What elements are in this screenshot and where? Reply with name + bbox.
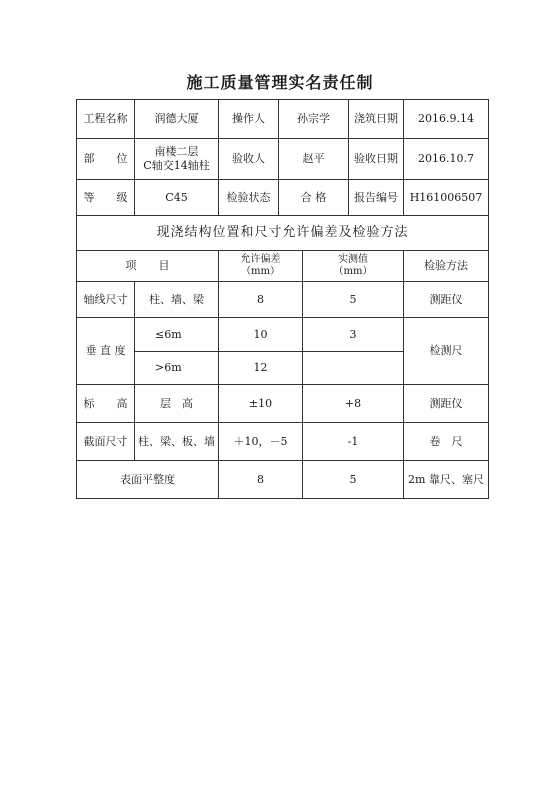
report-label: 报告编号 xyxy=(349,180,404,216)
vertical-measured2 xyxy=(303,352,404,385)
table-row-axis xyxy=(77,282,489,318)
axis-tolerance: 8 xyxy=(219,282,303,318)
project-name-label: 工程名称 xyxy=(77,100,135,139)
info-row-project xyxy=(77,100,489,139)
accept-date-label: 验收日期 xyxy=(349,139,404,180)
col-header-measured-line1: 实测值 xyxy=(338,253,368,265)
axis-method: 测距仪 xyxy=(404,282,489,318)
section-title: 现浇结构位置和尺寸允许偏差及检验方法 xyxy=(77,216,489,251)
vertical-measured1: 3 xyxy=(303,318,404,352)
col-header-tolerance-line1: 允许偏差 xyxy=(240,253,281,265)
acceptor-label: 验收人 xyxy=(219,139,279,180)
flatness-tolerance: 8 xyxy=(219,461,303,499)
section-method: 卷 尺 xyxy=(404,423,489,461)
col-header-tolerance xyxy=(219,251,303,282)
flatness-measured: 5 xyxy=(303,461,404,499)
info-row-position xyxy=(77,139,489,180)
vertical-name: 垂 直 度 xyxy=(77,318,135,385)
section-tolerance: ＋10，－5 xyxy=(219,423,303,461)
section-title-row xyxy=(77,216,489,251)
elevation-tolerance: ±10 xyxy=(219,385,303,423)
vertical-sub2: >6m xyxy=(135,352,219,385)
position-label: 部 位 xyxy=(77,139,135,180)
responsibility-table xyxy=(76,99,489,499)
acceptor-value: 赵平 xyxy=(279,139,349,180)
elevation-sub: 层 高 xyxy=(135,385,219,423)
status-value: 合 格 xyxy=(279,180,349,216)
section-measured: -1 xyxy=(303,423,404,461)
report-value: H161006507 xyxy=(404,180,489,216)
vertical-sub1: ≤6m xyxy=(135,318,219,352)
page-title: 施工质量管理实名责任制 xyxy=(186,73,374,92)
position-value-line1: 南楼二层 xyxy=(154,145,199,159)
col-header-tolerance-line2: （mm） xyxy=(241,266,280,277)
vertical-method: 检测尺 xyxy=(404,318,489,385)
axis-measured: 5 xyxy=(303,282,404,318)
elevation-method: 测距仪 xyxy=(404,385,489,423)
axis-sub: 柱、墙、梁 xyxy=(135,282,219,318)
grade-value: C45 xyxy=(135,180,219,216)
col-header-item: 项 目 xyxy=(77,251,219,282)
info-row-grade xyxy=(77,180,489,216)
grade-label: 等 级 xyxy=(77,180,135,216)
accept-date-value: 2016.10.7 xyxy=(404,139,489,180)
pour-date-value: 2016.9.14 xyxy=(404,100,489,139)
flatness-method: 2m 靠尺、塞尺 xyxy=(404,461,489,499)
elevation-measured: +8 xyxy=(303,385,404,423)
position-value xyxy=(135,139,219,180)
position-value-line2: C轴交14轴柱 xyxy=(143,159,210,172)
section-name: 截面尺寸 xyxy=(77,423,135,461)
elevation-name: 标 高 xyxy=(77,385,135,423)
operator-label: 操作人 xyxy=(219,100,279,139)
col-header-measured-line2: （mm） xyxy=(333,266,373,277)
flatness-name: 表面平整度 xyxy=(77,461,219,499)
table-row-elevation xyxy=(77,385,489,423)
table-row-section xyxy=(77,423,489,461)
table-row-vertical-1 xyxy=(77,318,489,352)
pour-date-label: 浇筑日期 xyxy=(349,100,404,139)
table-row-flatness xyxy=(77,461,489,499)
col-header-method: 检验方法 xyxy=(404,251,489,282)
column-header-row xyxy=(77,251,489,282)
vertical-tolerance2: 12 xyxy=(219,352,303,385)
col-header-measured xyxy=(303,251,404,282)
axis-name: 轴线尺寸 xyxy=(77,282,135,318)
project-name-value: 润德大厦 xyxy=(135,100,219,139)
status-label: 检验状态 xyxy=(219,180,279,216)
vertical-tolerance1: 10 xyxy=(219,318,303,352)
section-sub: 柱、梁、板、墙 xyxy=(135,423,219,461)
operator-value: 孙宗学 xyxy=(279,100,349,139)
